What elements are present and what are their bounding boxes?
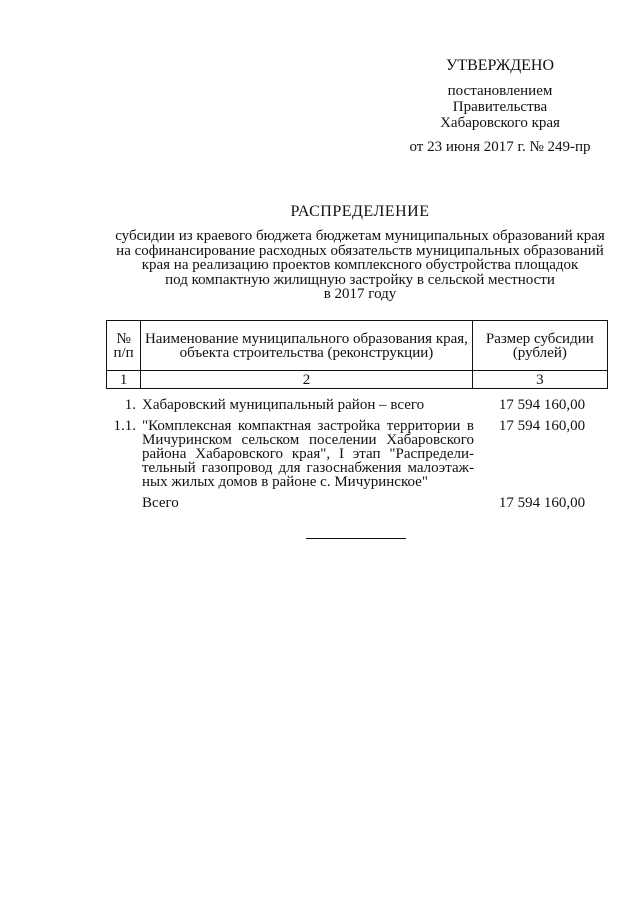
table-header-row: [107, 321, 608, 371]
column-number-1: 1: [107, 371, 141, 389]
row-name: Хабаровский муниципальный район – всего: [142, 397, 425, 413]
distribution-table: [106, 320, 608, 389]
row-amount: 17 594 160,00: [498, 397, 586, 413]
row-name: "Комплексная компактная застройка территории в Мичуринском сельском поселении Хабаровского района Хабаровского края", I этап "Распредели-тельный газопровод для газоснабжения малоэтаж-ных жилых домов в районе с. Мичуринское": [142, 418, 474, 490]
title-line-3: края на реализацию проектов комплексного обустройства площадок: [141, 257, 579, 273]
table-body: [100, 398, 610, 517]
title-line-2: на софинансирование расходных обязательств муниципальных образований: [116, 242, 604, 259]
table-row: [100, 398, 610, 412]
row-amount: 17 594 160,00: [498, 418, 586, 434]
row-number: 1.: [124, 397, 136, 413]
title-line-4: под компактную жилищную застройку в сельской местности: [165, 271, 555, 288]
title-line-1: субсидии из краевого бюджета бюджетам муниципальных образований края: [115, 228, 605, 244]
row-name: Всего: [142, 495, 179, 511]
approved-label: УТВЕРЖДЕНО: [445, 57, 554, 74]
approval-line-2: Правительства: [452, 99, 548, 115]
header-amount: Размер субсидии (рублей): [472, 321, 607, 371]
row-amount: 17 594 160,00: [498, 495, 586, 511]
approval-line-3: Хабаровского края: [440, 115, 560, 131]
column-number-3: 3: [472, 371, 607, 389]
row-number: [100, 496, 140, 510]
column-number-row: [107, 371, 608, 389]
title-block: [100, 203, 620, 302]
table-row-total: [100, 496, 610, 510]
header-name: Наименование муниципального образования края, объекта строительства (реконструкции): [141, 321, 472, 371]
approval-line-1: постановлением: [447, 83, 553, 99]
approval-block: [400, 58, 600, 155]
table-row: [100, 419, 610, 489]
title-line-5: в 2017 году: [323, 286, 397, 302]
column-number-2: 2: [141, 371, 472, 389]
header-number: № п/п: [107, 321, 141, 371]
closing-rule: [306, 538, 406, 539]
approval-date: от 23 июня 2017 г. № 249-пр: [409, 139, 591, 155]
row-number: 1.1.: [113, 418, 136, 434]
document-title: РАСПРЕДЕЛЕНИЕ: [290, 203, 430, 220]
